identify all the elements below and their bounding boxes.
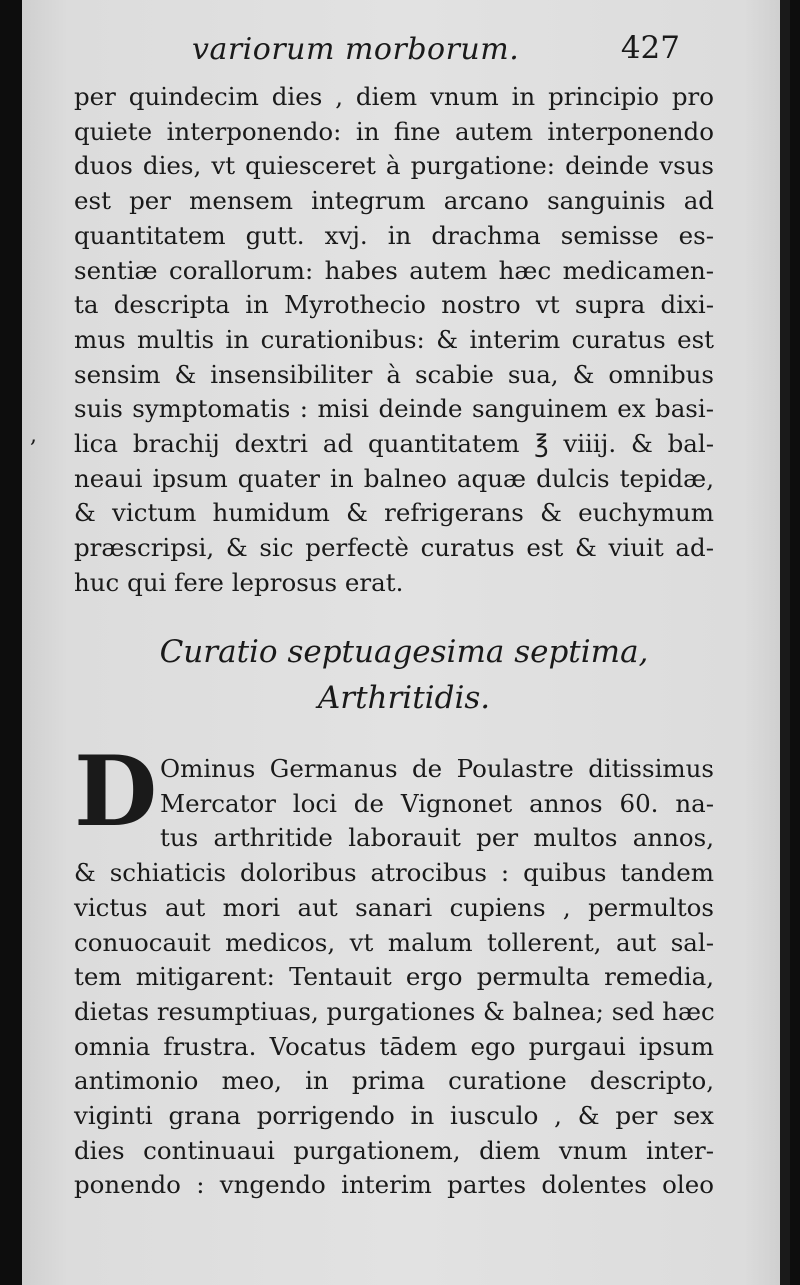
page-edge-shadow [780,0,790,1285]
text-line: per quindecim dies , diem vnum in principio pro [74,82,714,111]
text-line: huc qui fere leprosus erat. [74,567,404,597]
text-line: viginti grana porrigendo in iusculo , & per sex [74,1101,714,1131]
text-line: mus multis in curationibus: & interim curatus est [74,324,714,354]
text-line: duos dies, vt quiesceret à purgatione: deinde vsus [74,151,714,181]
text-line: antimonio meo, in prima curatione descripto, [74,1066,714,1096]
text-line: sentiæ corallorum: habes autem hæc medicamen- [74,255,714,285]
paragraph-arthritis [74,735,715,1203]
text-line: conuocauit medicos, vt malum tollerent, aut sal- [74,927,714,957]
text-line: præscripsi, & sic perfectè curatus est & viuit ad- [74,533,714,563]
text-line: quiete interponendo: in fine autem interponendo [74,116,714,146]
page-number: 427 [620,30,680,66]
text-line: omnia frustra. Vocatus tādem ego purgaui ipsum [74,1031,714,1061]
paragraph-continued [74,80,714,601]
book-page [22,0,790,1285]
section-heading: Curatio septuagesima septima, [159,634,649,670]
text-line: victus aut mori aut sanari cupiens , permultos [74,892,714,922]
running-head: variorum morborum. [192,32,520,67]
text-line: dies continuaui purgationem, diem vnum inter- [74,1135,714,1165]
text-line: dietas resumptiuas, purgationes & balnea; sed hæc [74,996,715,1026]
drop-cap: D [74,735,158,848]
section-subheading: Arthritidis. [317,680,491,716]
text-line: ta descripta in Myrothecio nostro vt supra dixi- [74,290,714,320]
text-line: suis symptomatis : misi deinde sanguinem ex basi- [74,394,714,424]
text-line: & victum humidum & refrigerans & euchymum [74,498,714,528]
text-line: tem mitigarent: Tentauit ergo permulta remedia, [74,962,714,992]
text-line: Ominus Germanus de Poulastre ditissimus [160,754,714,783]
text-line: quantitatem gutt. xvj. in drachma semisse es- [74,220,714,250]
text-line: est per mensem integrum arcano sanguinis ad [74,186,714,216]
text-line: lica brachij dextri ad quantitatem ℥ viiij. & bal- [74,429,714,459]
text-line: ponendo : vngendo interim partes dolentes oleo [74,1170,714,1200]
page-header [192,28,692,76]
text-line: Mercator loci de Vignonet annos 60. na- [160,788,714,818]
text-line: tus arthritide laborauit per multos annos, [160,823,714,853]
margin-mark: , [30,423,37,448]
text-line: & schiaticis doloribus atrocibus : quibus tandem [74,858,714,888]
text-line: sensim & insensibiliter à scabie sua, & omnibus [74,359,714,389]
text-line: neaui ipsum quater in balneo aquæ dulcis tepidæ, [74,463,714,493]
